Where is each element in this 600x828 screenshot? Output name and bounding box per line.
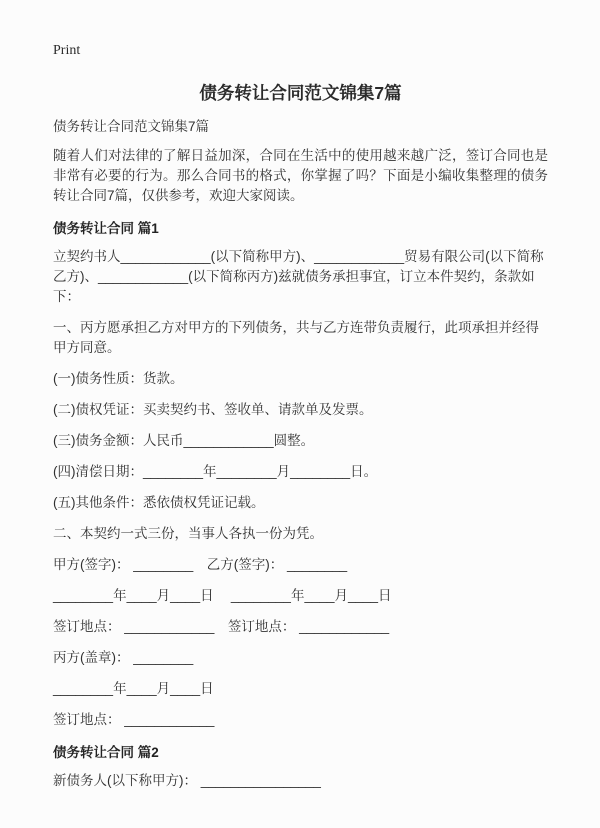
- clause-one: 一、丙方愿承担乙方对甲方的下列债务，共与乙方连带负责履行，此项承担并经得甲方同意。: [53, 320, 539, 355]
- clause-item-debt-certificates: (二)债权凭证：买卖契约书、签收单、请款单及发票。: [53, 402, 373, 417]
- clause-item-other-conditions: (五)其他条件：悉依债权凭证记载。: [53, 495, 265, 510]
- clause-item-debt-nature: (一)债务性质：货款。: [53, 371, 184, 386]
- seal-line-party-c: 丙方(盖章)： ________: [53, 650, 194, 665]
- print-link[interactable]: Print: [53, 43, 81, 58]
- section-1-heading: 债务转让合同 篇1: [53, 221, 159, 236]
- date-line-party-a-b: ________年____月____日 ________年____月____日: [53, 588, 392, 603]
- contract-parties-line: 立契约书人____________(以下简称甲方)、____________贸易有限公司(以下简称乙方)、____________(以下简称丙方)兹就债务承担事宜，订立本件契约，条款如下：: [53, 249, 544, 304]
- clause-item-repayment-date: (四)清偿日期：________年________月________日。: [53, 464, 378, 479]
- signing-place-party-c: 签订地点： ____________: [53, 712, 215, 727]
- document-title: 债务转让合同范文锦集7篇: [199, 83, 402, 103]
- section-2-heading: 债务转让合同 篇2: [53, 745, 159, 760]
- new-debtor-line: 新债务人(以下称甲方)： ________________: [53, 773, 321, 788]
- signing-place-party-a-b: 签订地点： ____________ 签订地点： ____________: [53, 619, 390, 634]
- clause-two: 二、本契约一式三份，当事人各执一份为凭。: [53, 526, 323, 541]
- intro-paragraph: 随着人们对法律的了解日益加深，合同在生活中的使用越来越广泛，签订合同也是非常有必要的行为。那么合同书的格式，你掌握了吗？下面是小编收集整理的债务转让合同7篇，仅供参考，欢迎大家阅读。: [53, 148, 548, 203]
- date-line-party-c: ________年____月____日: [53, 681, 214, 696]
- clause-item-debt-amount: (三)债务金额：人民币____________圆整。: [53, 433, 315, 448]
- document-subtitle: 债务转让合同范文锦集7篇: [53, 119, 210, 134]
- signature-line-party-a-b: 甲方(签字)： ________ 乙方(签字)： ________: [53, 557, 348, 572]
